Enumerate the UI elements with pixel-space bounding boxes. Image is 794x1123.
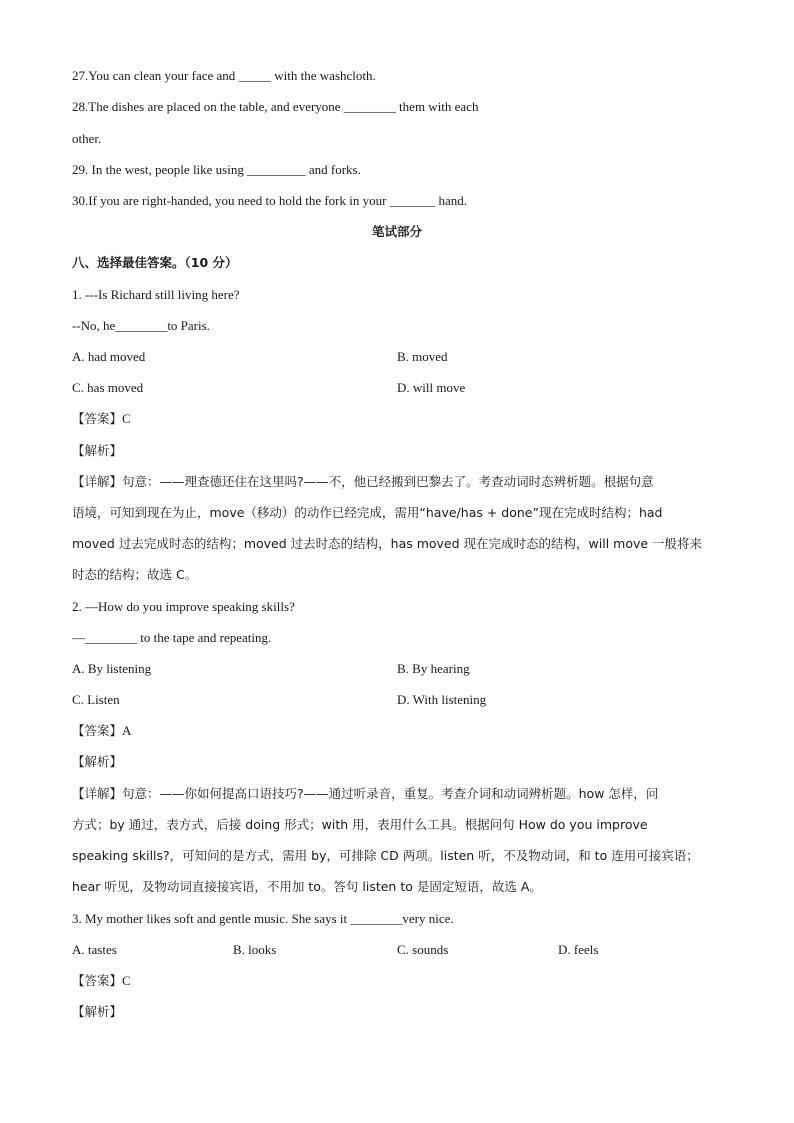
q1-detail-line: moved 过去完成时态的结构；moved 过去时态的结构，has moved 现在完成时态的结构，will move 一般将来: [72, 536, 703, 551]
listening-item-28-cont: other.: [72, 131, 102, 146]
q3-analysis-label: 【解析】: [72, 1004, 123, 1019]
q3-option-c: C. sounds: [397, 942, 449, 957]
q1-option-c: C. has moved: [72, 380, 144, 395]
answer-value: A: [122, 723, 132, 738]
q1-detail-line: 语境，可知到现在为止，move（移动）的动作已经完成，需用“have/has + done”现在完成时结构；had: [72, 505, 663, 520]
answer-label: 【答案】: [72, 411, 123, 426]
q3-stem: 3. My mother likes soft and gentle music. She says it ________very nice.: [72, 911, 454, 926]
answer-label: 【答案】: [72, 723, 123, 738]
q2-detail-line: hear 听见，及物动词直接接宾语，不用加 to。答句 listen to 是固定短语，故选 A。: [72, 879, 542, 894]
listening-item-30: 30.If you are right-handed, you need to hold the fork in your _______ hand.: [72, 193, 467, 208]
q2-stem-reply: —________ to the tape and repeating.: [72, 630, 272, 645]
q1-analysis-label: 【解析】: [72, 443, 123, 458]
q1-option-b: B. moved: [397, 349, 448, 364]
q2-option-a: A. By listening: [72, 661, 152, 676]
listening-item-29: 29. In the west, people like using _________ and forks.: [72, 162, 361, 177]
q1-detail-line: 时态的结构；故选 C。: [72, 567, 198, 582]
q2-detail-line: 【详解】句意：——你如何提高口语技巧?——通过听录音，重复。考查介词和动词辨析题。how 怎样，问: [72, 786, 659, 801]
q2-detail-line: speaking skills?，可知问的是方式，需用 by，可排除 CD 两项。listen 听，不及物动词，和 to 连用可接宾语；: [72, 848, 699, 863]
q2-option-c: C. Listen: [72, 692, 120, 707]
q2-stem: 2. —How do you improve speaking skills?: [72, 599, 295, 614]
q2-option-d: D. With listening: [397, 692, 487, 707]
q2-analysis-label: 【解析】: [72, 754, 123, 769]
answer-label: 【答案】: [72, 973, 123, 988]
q2-detail-line: 方式；by 通过，表方式，后接 doing 形式；with 用，表用什么工具。根据问句 How do you improve: [72, 817, 648, 832]
q3-answer: [72, 971, 131, 992]
q1-option-d: D. will move: [397, 380, 466, 395]
q1-stem-reply: --No, he________to Paris.: [72, 318, 210, 333]
q1-answer: [72, 409, 131, 430]
q3-option-a: A. tastes: [72, 942, 117, 957]
section-title: 八、选择最佳答案。（10 分）: [72, 255, 238, 270]
part-title: 笔试部分: [371, 224, 422, 239]
q1-stem: 1. ---Is Richard still living here?: [72, 287, 240, 302]
answer-value: C: [122, 973, 131, 988]
q3-option-b: B. looks: [233, 942, 277, 957]
q3-option-d: D. feels: [558, 942, 599, 957]
q1-detail-line: 【详解】句意：——理查德还住在这里吗?——不，他已经搬到巴黎去了。考查动词时态辨析题。根据句意: [72, 474, 654, 489]
listening-item-28: 28.The dishes are placed on the table, and everyone ________ them with each: [72, 99, 479, 114]
q1-option-a: A. had moved: [72, 349, 146, 364]
answer-value: C: [122, 411, 131, 426]
q2-answer: [72, 721, 131, 742]
q2-option-b: B. By hearing: [397, 661, 470, 676]
listening-item-27: 27.You can clean your face and _____ with the washcloth.: [72, 68, 376, 83]
